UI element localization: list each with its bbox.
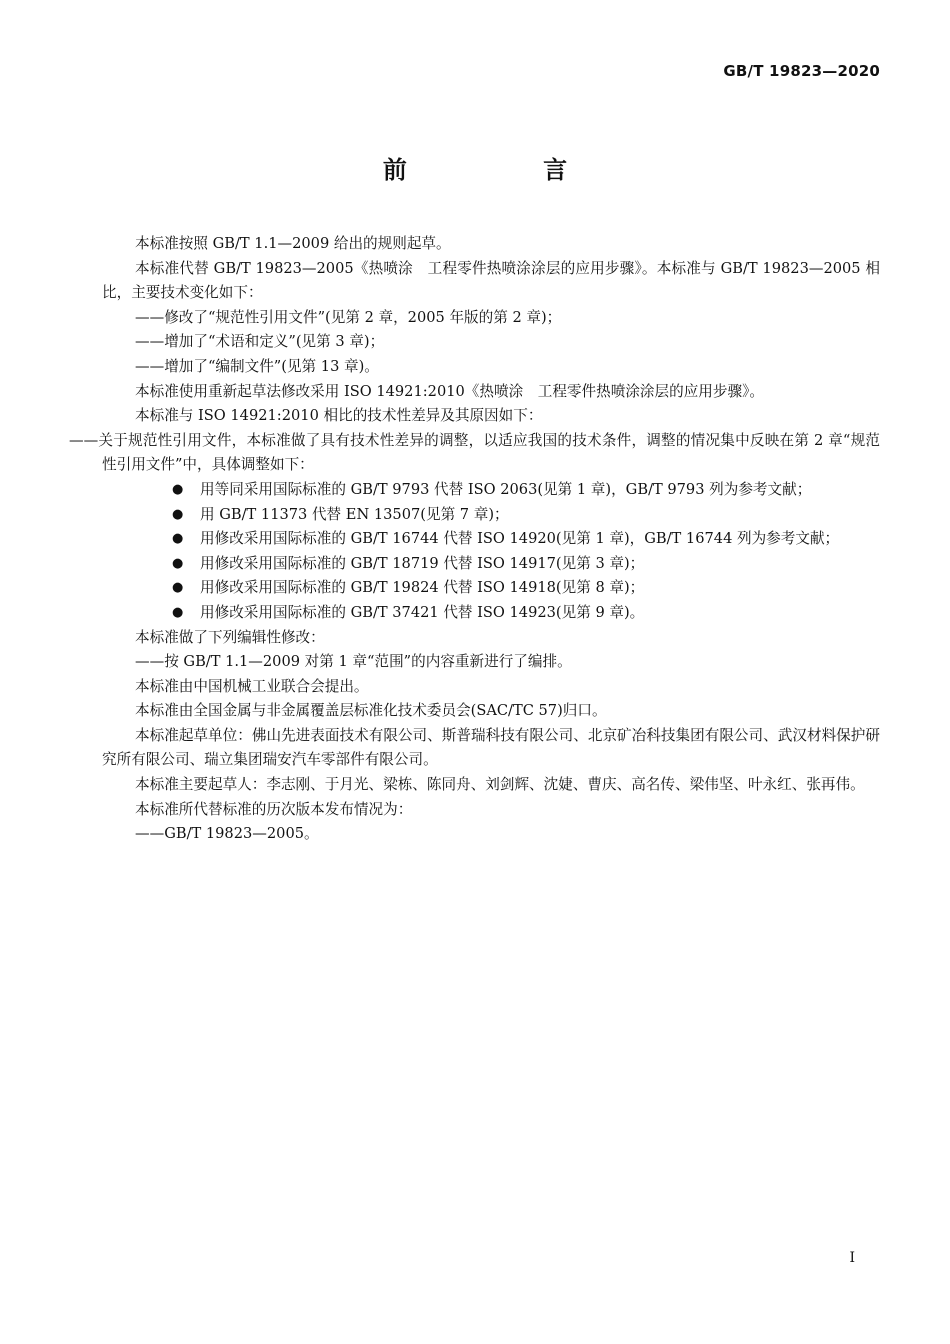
paragraph-technical-differences: 本标准与 ISO 14921:2010 相比的技术性差异及其原因如下： (135, 407, 543, 425)
bullet-text: 用 GB/T 11373 代替 EN 13507(见第 7 章)； (200, 505, 509, 523)
change-item-terms: ——增加了“术语和定义”(见第 3 章)； (135, 333, 385, 351)
bullet-dot-icon: ● (172, 506, 184, 522)
standard-number: GB/T 19823—2020 (723, 62, 880, 80)
bullet-dot-icon: ● (172, 531, 184, 547)
page-title: 前 言 (382, 156, 632, 184)
paragraph-previous-editions: 本标准所代替标准的历次版本发布情况为： (135, 800, 413, 818)
difference-item-normative-refs: ——关于规范性引用文件，本标准做了具有技术性差异的调整，以适应我国的技术条件，调整的情况集中反映在第 2 章“规范性引用文件”中，具体调整如下： (69, 431, 880, 474)
bullet-text: 用修改采用国际标准的 GB/T 19824 代替 ISO 14918(见第 8 章)； (200, 579, 645, 597)
paragraph-replaces: 本标准代替 GB/T 19823—2005《热喷涂 工程零件热喷涂涂层的应用步骤》。本标准与 GB/T 19823—2005 相比，主要技术变化如下： (102, 259, 880, 302)
bullet-item (102, 576, 880, 601)
bullet-text: 用修改采用国际标准的 GB/T 16744 代替 ISO 14920(见第 1 章)，GB/T 16744 列为参考文献； (200, 530, 840, 548)
bullet-dot-icon: ● (172, 555, 184, 571)
previous-edition-item: ——GB/T 19823—2005。 (135, 825, 319, 843)
bullet-text: 用修改采用国际标准的 GB/T 37421 代替 ISO 14923(见第 9 章)。 (200, 603, 645, 621)
paragraph-drafting-units: 本标准起草单位：佛山先进表面技术有限公司、斯普瑞科技有限公司、北京矿冶科技集团有限公司、武汉材料保护研究所有限公司、瑞立集团瑞安汽车零部件有限公司。 (102, 726, 880, 769)
paragraph-proposed-by: 本标准由中国机械工业联合会提出。 (135, 677, 369, 695)
page-number: I (849, 1250, 855, 1266)
paragraph-drafting-rules: 本标准按照 GB/T 1.1—2009 给出的规则起草。 (135, 235, 451, 252)
bullet-item (102, 503, 880, 528)
bullet-text: 用等同采用国际标准的 GB/T 9793 代替 ISO 2063(见第 1 章)，GB/T 9793 列为参考文献； (200, 480, 812, 498)
bullet-text: 用修改采用国际标准的 GB/T 18719 代替 ISO 14917(见第 3 章)； (200, 554, 645, 572)
bullet-item (102, 527, 880, 552)
change-item-documents: ——增加了“编制文件”(见第 13 章)。 (135, 357, 379, 375)
paragraph-drafters: 本标准主要起草人：李志刚、于月光、梁栋、陈同舟、刘剑辉、沈婕、曹庆、高名传、梁伟坚、叶永红、张再伟。 (135, 776, 865, 794)
bullet-item (102, 552, 880, 577)
bullet-dot-icon: ● (172, 481, 184, 497)
bullet-dot-icon: ● (172, 580, 184, 596)
foreword-body (69, 232, 880, 847)
paragraph-administered-by: 本标准由全国金属与非金属覆盖层标准化技术委员会(SAC/TC 57)归口。 (135, 702, 607, 720)
paragraph-iso-adoption: 本标准使用重新起草法修改采用 ISO 14921:2010《热喷涂 工程零件热喷涂涂层的应用步骤》。 (135, 382, 764, 400)
bullet-dot-icon: ● (172, 604, 184, 620)
bullet-item (102, 601, 880, 626)
editorial-item-scope: ——按 GB/T 1.1—2009 对第 1 章“范围”的内容重新进行了编排。 (135, 653, 572, 671)
change-item-normative-refs: ——修改了“规范性引用文件”(见第 2 章，2005 年版的第 2 章)； (135, 308, 562, 326)
paragraph-editorial-changes: 本标准做了下列编辑性修改： (135, 628, 325, 646)
bullet-item (102, 478, 880, 503)
